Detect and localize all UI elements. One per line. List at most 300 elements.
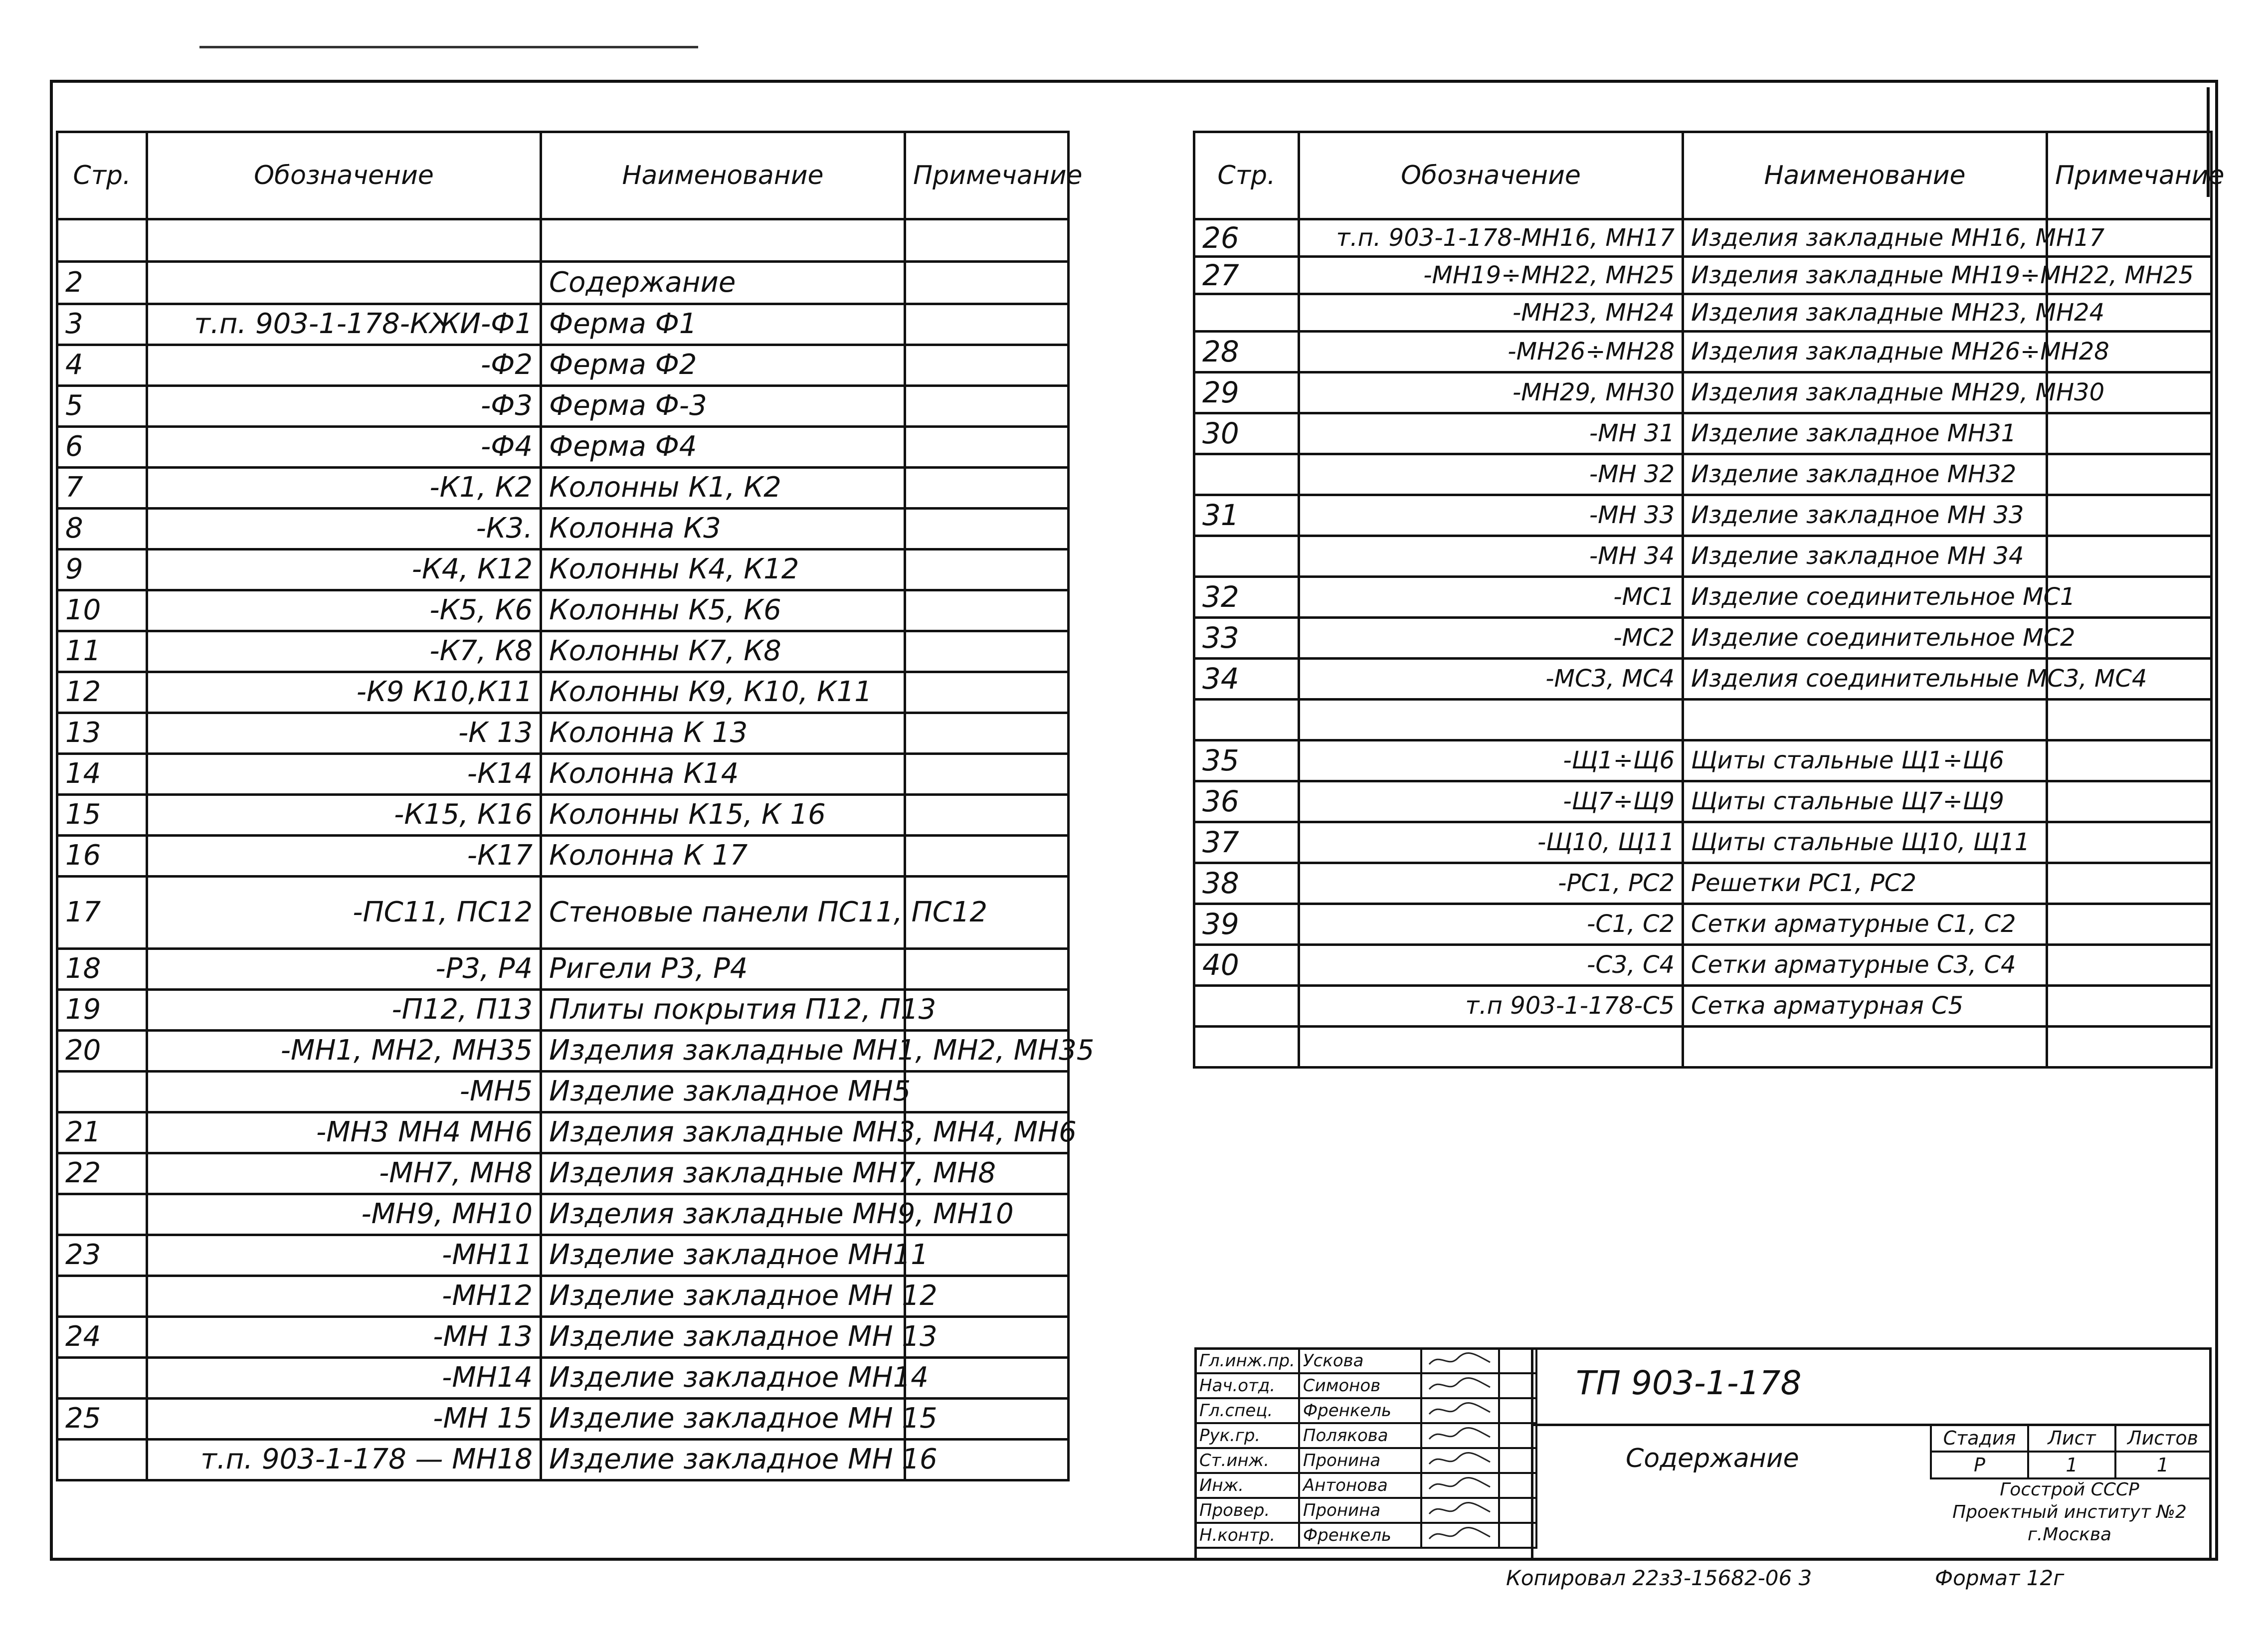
page-cell: 38 — [1194, 863, 1299, 904]
name-cell: Ферма Ф-3 — [541, 386, 905, 427]
note-cell — [905, 795, 1069, 836]
org-line: г.Москва — [2027, 1524, 2112, 1545]
note-cell — [905, 754, 1069, 795]
signatory-name: Полякова — [1299, 1423, 1421, 1448]
signatory-name: Ускова — [1299, 1348, 1421, 1373]
header-page: Стр. — [57, 132, 147, 219]
name-cell: Сетка арматурная С5 — [1683, 986, 2047, 1027]
page-cell: 28 — [1194, 332, 1299, 372]
designation-cell: -МН1, МН2, МН35 — [147, 1031, 541, 1072]
page-cell: 15 — [57, 795, 147, 836]
page-cell: 4 — [57, 345, 147, 386]
designation-cell: -К15, К16 — [147, 795, 541, 836]
note-cell — [905, 468, 1069, 509]
copied-label: Копировал — [1506, 1566, 1626, 1590]
name-cell: Колонны К5, К6 — [541, 590, 905, 631]
date-cell — [1499, 1398, 1536, 1423]
signatory-name: Пронина — [1299, 1498, 1421, 1523]
name-cell: Стеновые панели ПС11, ПС12 — [541, 877, 905, 949]
page-cell — [57, 219, 147, 262]
page-cell: 40 — [1194, 945, 1299, 986]
page-cell: 23 — [57, 1235, 147, 1276]
name-cell: Колонны К9, К10, К11 — [541, 672, 905, 713]
designation-cell: -ПС11, ПС12 — [147, 877, 541, 949]
name-cell: Изделия закладные МН23, МН24 — [1683, 294, 2047, 332]
note-cell — [905, 427, 1069, 468]
table-row — [1194, 495, 2212, 536]
table-row — [1194, 332, 2212, 372]
name-cell: Изделия закладные МН19÷МН22, МН25 — [1683, 257, 2047, 294]
note-cell — [905, 631, 1069, 672]
page-cell — [1194, 454, 1299, 495]
name-cell: Изделия закладные МН7, МН8 — [541, 1153, 905, 1194]
handwritten-signature-icon — [1425, 1524, 1495, 1544]
table-row — [57, 1399, 1069, 1440]
designation-cell: -Щ1÷Щ6 — [1299, 740, 1683, 781]
designation-cell: -Ф4 — [147, 427, 541, 468]
sheet-header: Лист — [2028, 1425, 2115, 1452]
copy-code: 22з3-15682-06 — [1632, 1566, 1792, 1590]
designation-cell: -К1, К2 — [147, 468, 541, 509]
page-cell: 7 — [57, 468, 147, 509]
signatory-role: Гл.спец. — [1195, 1398, 1299, 1423]
table-row — [57, 345, 1069, 386]
page-cell: 21 — [57, 1112, 147, 1153]
date-cell — [1499, 1498, 1536, 1523]
designation-cell: -МН7, МН8 — [147, 1153, 541, 1194]
handwritten-signature-icon — [1425, 1399, 1495, 1419]
table-row — [1194, 781, 2212, 822]
note-cell — [905, 836, 1069, 877]
name-cell: Изделие закладное МН 33 — [1683, 495, 2047, 536]
header-name: Наименование — [541, 132, 905, 219]
designation-cell: -К14 — [147, 754, 541, 795]
designation-cell: -МН 34 — [1299, 536, 1683, 577]
sheets-header: Листов — [2115, 1425, 2210, 1452]
page-cell — [1194, 700, 1299, 740]
page-cell — [1194, 294, 1299, 332]
signatory-role: Гл.инж.пр. — [1195, 1348, 1299, 1373]
page-cell: 35 — [1194, 740, 1299, 781]
table-row — [57, 1276, 1069, 1317]
org-line: Госстрой СССР — [2000, 1479, 2139, 1500]
name-cell: Изделие закладное МН32 — [1683, 454, 2047, 495]
page-cell: 6 — [57, 427, 147, 468]
signatory-role: Нач.отд. — [1195, 1373, 1299, 1398]
designation-cell: -К3. — [147, 509, 541, 550]
designation-cell: -МН 32 — [1299, 454, 1683, 495]
date-cell — [1499, 1448, 1536, 1473]
note-cell — [905, 590, 1069, 631]
header-name: Наименование — [1683, 132, 2047, 219]
page-cell — [57, 1358, 147, 1399]
page-cell: 9 — [57, 550, 147, 590]
sheets-value: 1 — [2115, 1452, 2210, 1478]
table-header-row — [1194, 132, 2212, 219]
note-cell — [905, 672, 1069, 713]
designation-cell: -МН26÷МН28 — [1299, 332, 1683, 372]
note-cell — [2047, 454, 2212, 495]
table-row — [57, 304, 1069, 345]
table-row — [57, 590, 1069, 631]
designation-cell: -МН9, МН10 — [147, 1194, 541, 1235]
page-cell: 30 — [1194, 413, 1299, 454]
designation-cell: т.п 903-1-178-С5 — [1299, 986, 1683, 1027]
table-row — [57, 631, 1069, 672]
left-table-body — [57, 219, 1095, 1480]
date-cell — [1499, 1423, 1536, 1448]
table-row — [1194, 1027, 2212, 1068]
page-cell: 39 — [1194, 904, 1299, 945]
name-cell: Изделия закладные МН29, МН30 — [1683, 372, 2047, 413]
right-table-body — [1194, 219, 2212, 1068]
table-header-row — [57, 132, 1069, 219]
designation-cell: -РС1, РС2 — [1299, 863, 1683, 904]
table-row — [1194, 659, 2212, 700]
table-row — [57, 1031, 1069, 1072]
name-cell: Колонна К 13 — [541, 713, 905, 754]
signatory-role: Инж. — [1195, 1473, 1299, 1498]
note-cell — [905, 219, 1069, 262]
name-cell: Изделие закладное МН 12 — [541, 1276, 905, 1317]
header-note: Примечание — [905, 132, 1069, 219]
handwritten-signature-icon — [1425, 1424, 1495, 1444]
organization — [1930, 1478, 2209, 1546]
table-row — [57, 1358, 1069, 1399]
page-cell: 29 — [1194, 372, 1299, 413]
page-cell — [57, 1440, 147, 1480]
signature-cell — [1421, 1523, 1499, 1548]
name-cell: Колонна К3 — [541, 509, 905, 550]
name-cell: Щиты стальные Щ7÷Щ9 — [1683, 781, 2047, 822]
name-cell: Изделие соединительное МС1 — [1683, 577, 2047, 618]
table-row — [1194, 257, 2212, 294]
table-row — [57, 386, 1069, 427]
page-cell: 10 — [57, 590, 147, 631]
table-row — [57, 1153, 1069, 1194]
designation-cell: -С3, С4 — [1299, 945, 1683, 986]
designation-cell: -Ф2 — [147, 345, 541, 386]
table-row — [1194, 454, 2212, 495]
designation-cell: -Щ7÷Щ9 — [1299, 781, 1683, 822]
name-cell: Изделия закладные МН1, МН2, МН35 — [541, 1031, 905, 1072]
name-cell: Колонна К14 — [541, 754, 905, 795]
note-cell — [905, 345, 1069, 386]
name-cell: Щиты стальные Щ1÷Щ6 — [1683, 740, 2047, 781]
table-row — [1194, 986, 2212, 1027]
name-cell: Плиты покрытия П12, П13 — [541, 990, 905, 1031]
name-cell: Изделие закладное МН 15 — [541, 1399, 905, 1440]
page-cell: 33 — [1194, 618, 1299, 659]
designation-cell: -МН3 МН4 МН6 — [147, 1112, 541, 1153]
page-cell: 31 — [1194, 495, 1299, 536]
name-cell: Ферма Ф1 — [541, 304, 905, 345]
signature-cell — [1421, 1348, 1499, 1373]
table-row — [1194, 577, 2212, 618]
table-row — [1194, 372, 2212, 413]
signature-cell — [1421, 1373, 1499, 1398]
designation-cell: -П12, П13 — [147, 990, 541, 1031]
header-page: Стр. — [1194, 132, 1299, 219]
signature-row — [1195, 1373, 1536, 1398]
table-row — [57, 1072, 1069, 1112]
designation-cell — [1299, 1027, 1683, 1068]
table-row — [57, 468, 1069, 509]
contents-table-right — [1193, 131, 2225, 1069]
designation-cell: -МН12 — [147, 1276, 541, 1317]
note-cell — [2047, 986, 2212, 1027]
handwritten-signature-icon — [1425, 1349, 1495, 1369]
stage-table — [1930, 1424, 2211, 1479]
note-cell — [905, 304, 1069, 345]
table-row — [1194, 945, 2212, 986]
table-row — [1194, 863, 2212, 904]
page-cell: 37 — [1194, 822, 1299, 863]
table-row — [57, 219, 1069, 262]
name-cell: Решетки РС1, РС2 — [1683, 863, 2047, 904]
note-cell — [905, 1072, 1069, 1112]
signature-row — [1195, 1398, 1536, 1423]
table-row — [1194, 294, 2212, 332]
table-row — [57, 1112, 1069, 1153]
name-cell: Колонна К 17 — [541, 836, 905, 877]
note-cell — [905, 949, 1069, 990]
date-cell — [1499, 1348, 1536, 1373]
designation-cell: -МН11 — [147, 1235, 541, 1276]
name-cell: Колонны К15, К 16 — [541, 795, 905, 836]
name-cell: Изделие закладное МН14 — [541, 1358, 905, 1399]
designation-cell — [147, 219, 541, 262]
name-cell: Колонны К1, К2 — [541, 468, 905, 509]
header-designation: Обозначение — [1299, 132, 1683, 219]
table-row — [57, 836, 1069, 877]
signatory-role: Провер. — [1195, 1498, 1299, 1523]
signatory-name: Пронина — [1299, 1448, 1421, 1473]
table-row — [57, 1440, 1069, 1480]
copy-sheet-no: 3 — [1798, 1566, 1812, 1590]
name-cell: Ферма Ф4 — [541, 427, 905, 468]
date-cell — [1499, 1473, 1536, 1498]
table-row — [57, 990, 1069, 1031]
designation-cell: -МН19÷МН22, МН25 — [1299, 257, 1683, 294]
signatory-role: Ст.инж. — [1195, 1448, 1299, 1473]
designation-cell: -К 13 — [147, 713, 541, 754]
page-cell: 19 — [57, 990, 147, 1031]
designation-cell: -МН5 — [147, 1072, 541, 1112]
name-cell — [541, 219, 905, 262]
name-cell: Щиты стальные Щ10, Щ11 — [1683, 822, 2047, 863]
table-row — [1194, 536, 2212, 577]
name-cell — [1683, 700, 2047, 740]
name-cell: Изделия закладные МН3, МН4, МН6 — [541, 1112, 905, 1153]
name-cell: Изделие закладное МН 13 — [541, 1317, 905, 1358]
page-cell: 36 — [1194, 781, 1299, 822]
designation-cell: -МН 15 — [147, 1399, 541, 1440]
signatory-role: Рук.гр. — [1195, 1423, 1299, 1448]
note-cell — [905, 262, 1069, 304]
contents-table-left — [56, 131, 1095, 1481]
page-cell: 18 — [57, 949, 147, 990]
table-row — [57, 754, 1069, 795]
note-cell — [905, 713, 1069, 754]
stage-header: Стадия — [1931, 1425, 2028, 1452]
note-cell — [2047, 904, 2212, 945]
page-cell: 16 — [57, 836, 147, 877]
note-cell — [905, 509, 1069, 550]
top-decorative-line — [199, 46, 698, 48]
designation-cell: -С1, С2 — [1299, 904, 1683, 945]
handwritten-signature-icon — [1425, 1449, 1495, 1469]
table-row — [57, 509, 1069, 550]
handwritten-signature-icon — [1425, 1499, 1495, 1519]
designation-cell: -К17 — [147, 836, 541, 877]
table-row — [57, 713, 1069, 754]
table-row — [1194, 618, 2212, 659]
page-cell: 3 — [57, 304, 147, 345]
note-cell — [905, 1235, 1069, 1276]
table-row — [1194, 413, 2212, 454]
header-designation: Обозначение — [147, 132, 541, 219]
note-cell — [2047, 495, 2212, 536]
designation-cell: -Щ10, Щ11 — [1299, 822, 1683, 863]
signature-row — [1195, 1498, 1536, 1523]
signatory-name: Антонова — [1299, 1473, 1421, 1498]
table-row — [57, 877, 1069, 949]
table-row — [57, 550, 1069, 590]
designation-cell — [147, 262, 541, 304]
footer-format: Формат 12г — [1935, 1566, 2065, 1590]
designation-cell: -МС3, МС4 — [1299, 659, 1683, 700]
table-row — [57, 1235, 1069, 1276]
page-cell: 2 — [57, 262, 147, 304]
signature-cell — [1421, 1398, 1499, 1423]
name-cell: Изделие закладное МН11 — [541, 1235, 905, 1276]
table-row — [1194, 904, 2212, 945]
page-cell: 24 — [57, 1317, 147, 1358]
designation-cell: -МН 13 — [147, 1317, 541, 1358]
table-row — [1194, 219, 2212, 257]
note-cell — [905, 550, 1069, 590]
note-cell — [2047, 781, 2212, 822]
designation-cell: -К4, К12 — [147, 550, 541, 590]
table-row — [57, 949, 1069, 990]
page-cell: 26 — [1194, 219, 1299, 257]
signatory-name: Симонов — [1299, 1373, 1421, 1398]
designation-cell: -К5, К6 — [147, 590, 541, 631]
page-cell: 20 — [57, 1031, 147, 1072]
stage-value: Р — [1931, 1452, 2028, 1478]
page-cell: 32 — [1194, 577, 1299, 618]
page-cell — [57, 1194, 147, 1235]
page-cell: 27 — [1194, 257, 1299, 294]
designation-cell: -МН 31 — [1299, 413, 1683, 454]
designation-cell: -Ф3 — [147, 386, 541, 427]
sheet-title: Содержание — [1626, 1444, 1799, 1473]
name-cell: Изделие соединительное МС2 — [1683, 618, 2047, 659]
name-cell: Ригели Р3, Р4 — [541, 949, 905, 990]
name-cell: Изделие закладное МН 16 — [541, 1440, 905, 1480]
name-cell: Колонны К7, К8 — [541, 631, 905, 672]
designation-cell: т.п. 903-1-178-КЖИ-Ф1 — [147, 304, 541, 345]
page-cell: 12 — [57, 672, 147, 713]
note-cell — [905, 1358, 1069, 1399]
designation-cell: -МН14 — [147, 1358, 541, 1399]
page-cell: 17 — [57, 877, 147, 949]
name-cell: Ферма Ф2 — [541, 345, 905, 386]
table-row — [57, 795, 1069, 836]
table-row — [1194, 700, 2212, 740]
page-cell — [1194, 536, 1299, 577]
table-row — [57, 427, 1069, 468]
name-cell: Изделия закладные МН26÷МН28 — [1683, 332, 2047, 372]
page-cell: 11 — [57, 631, 147, 672]
note-cell — [2047, 863, 2212, 904]
handwritten-signature-icon — [1425, 1474, 1495, 1494]
note-cell — [2047, 536, 2212, 577]
name-cell: Сетки арматурные С3, С4 — [1683, 945, 2047, 986]
designation-cell: -МН29, МН30 — [1299, 372, 1683, 413]
designation-cell — [1299, 700, 1683, 740]
page-cell: 25 — [57, 1399, 147, 1440]
designation-cell: т.п. 903-1-178 — МН18 — [147, 1440, 541, 1480]
name-cell: Изделия закладные МН16, МН17 — [1683, 219, 2047, 257]
header-note: Примечание — [2047, 132, 2212, 219]
signature-row — [1195, 1523, 1536, 1548]
note-cell — [905, 386, 1069, 427]
date-cell — [1499, 1523, 1536, 1548]
name-cell: Колонны К4, К12 — [541, 550, 905, 590]
signature-cell — [1421, 1498, 1499, 1523]
name-cell: Содержание — [541, 262, 905, 304]
page-cell: 5 — [57, 386, 147, 427]
page-cell — [57, 1072, 147, 1112]
table-row — [57, 672, 1069, 713]
signature-row — [1195, 1473, 1536, 1498]
signatures-table — [1194, 1347, 1537, 1549]
designation-cell: -К7, К8 — [147, 631, 541, 672]
signature-cell — [1421, 1473, 1499, 1498]
page-cell: 8 — [57, 509, 147, 550]
designation-cell: -Р3, Р4 — [147, 949, 541, 990]
note-cell — [2047, 945, 2212, 986]
table-row — [57, 1194, 1069, 1235]
page-cell — [1194, 1027, 1299, 1068]
designation-cell: -МН 33 — [1299, 495, 1683, 536]
table-row — [1194, 740, 2212, 781]
signature-row — [1195, 1448, 1536, 1473]
signatory-role: Н.контр. — [1195, 1523, 1299, 1548]
designation-cell: -МС2 — [1299, 618, 1683, 659]
date-cell — [1499, 1373, 1536, 1398]
org-line: Проектный институт №2 — [1952, 1502, 2187, 1522]
table-row — [1194, 822, 2212, 863]
page-cell — [57, 1276, 147, 1317]
page-cell — [1194, 986, 1299, 1027]
designation-cell: -МН23, МН24 — [1299, 294, 1683, 332]
note-cell — [2047, 740, 2212, 781]
page-cell: 13 — [57, 713, 147, 754]
note-cell — [2047, 1027, 2212, 1068]
name-cell: Изделия соединительные МС3, МС4 — [1683, 659, 2047, 700]
name-cell: Изделия закладные МН9, МН10 — [541, 1194, 905, 1235]
project-code: ТП 903-1-178 — [1576, 1364, 1802, 1402]
signature-row — [1195, 1423, 1536, 1448]
handwritten-signature-icon — [1425, 1374, 1495, 1394]
name-cell: Изделие закладное МН31 — [1683, 413, 2047, 454]
signature-row — [1195, 1348, 1536, 1373]
signature-cell — [1421, 1448, 1499, 1473]
name-cell: Сетки арматурные С1, С2 — [1683, 904, 2047, 945]
